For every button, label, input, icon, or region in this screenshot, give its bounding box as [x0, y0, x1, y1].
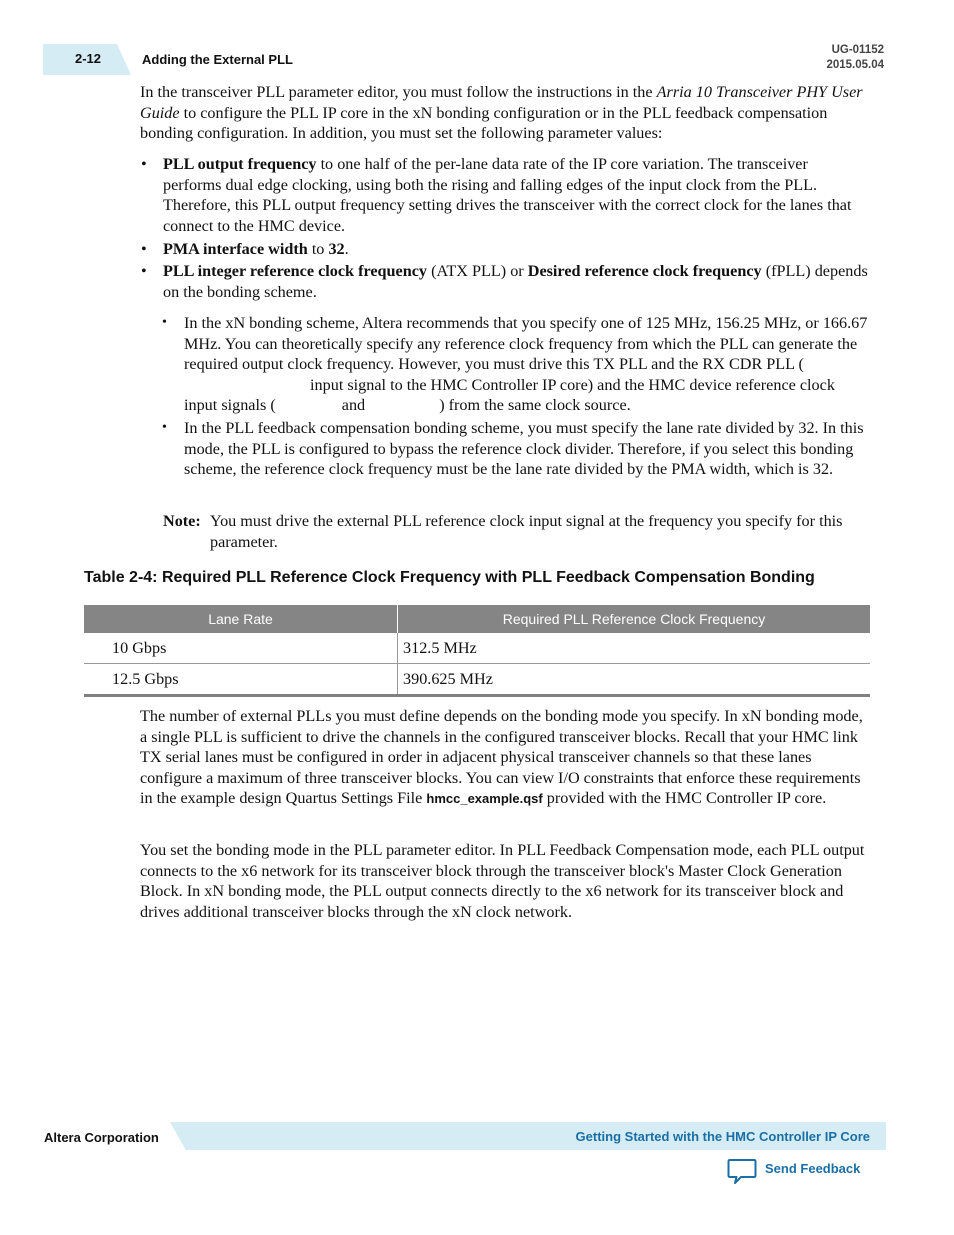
speech-bubble-icon[interactable] [727, 1158, 757, 1186]
paragraph-text-b: provided with the HMC Controller IP core. [542, 789, 827, 808]
table-row [84, 664, 870, 697]
sub-text-b: input signal to the HMC Controller IP core) and the HMC device reference clock input signals ( [184, 375, 835, 415]
bullet-label: PMA interface width [163, 240, 308, 258]
intro-text-b: to configure the PLL IP core in the xN bonding configuration or in the PLL feedback compensation bonding configuration. In addition, you must set the following parameter values: [140, 103, 828, 143]
pll-count-paragraph [140, 706, 870, 810]
note-text: You must drive the external PLL reference clock input signal at the frequency you specify for this parameter. [210, 512, 843, 551]
page-number: 2-12 [75, 51, 102, 66]
intro-paragraph [140, 82, 870, 144]
bullet-label: Desired reference clock frequency [527, 262, 762, 280]
company-name: Altera Corporation [44, 1130, 159, 1145]
cell-ref-clock: 390.625 MHz [403, 669, 493, 688]
table-row [84, 633, 870, 664]
doc-meta [826, 43, 884, 73]
bullet-text: to one half of the per-lane data rate of the IP core variation. The transceiver performs dual edge clocking, using both the rising and falling edges of the input clock from the PLL. Therefore, this PLL output frequency setting drives the transceiver with the correct clock for the lanes that connect to the HMC device. [163, 155, 852, 235]
bullet-text: (fPLL) depends on the bonding scheme. [163, 262, 868, 301]
user-guide-reference: Arria 10 Transceiver PHY User Guide [140, 83, 863, 122]
sub-text-a: In the xN bonding scheme, Altera recommends that you specify one of 125 MHz, 156.25 MHz, or 166.67 MHz. You can theoretically specify any reference clock frequency from which the PLL can generate the required output clock frequency. However, you must drive this TX PLL and the RX CDR PLL ( [184, 314, 868, 374]
paragraph-text-a: The number of external PLLs you must define depends on the bonding mode you specify. In xN bonding mode, a single PLL is sufficient to drive the channels in the configured transceiver blocks. Recall that your HMC link TX serial lanes must be configured in order in adjacent physical transceiver channels so that these lanes configure a maximum of three transceiver blocks. You can view I/O constraints that enforce these requirements in the example design Quartus Settings File [140, 707, 863, 808]
bonding-mode-paragraph: You set the bonding mode in the PLL parameter editor. In PLL Feedback Compensation mode, each PLL output connects to the x6 network for its transceiver block through the transceiver block's Master Clock Generation Block. In xN bonding mode, the PLL output connects directly to the x6 network for its transceiver block and drives additional transceiver blocks through the xN clock network. [140, 841, 865, 921]
cell-ref-clock: 312.5 MHz [403, 638, 477, 657]
bullet-text: . [344, 240, 349, 258]
table-caption: Table 2-4: Required PLL Reference Clock Frequency with PLL Feedback Compensation Bonding [84, 569, 815, 586]
qsf-file-name: hmcc_example.qsf [426, 791, 543, 807]
chapter-link[interactable]: Getting Started with the HMC Controller IP Core [575, 1129, 870, 1144]
bullet-pll-output-frequency [163, 154, 868, 236]
note-label: Note: [163, 512, 201, 530]
column-header-ref-clock: Required PLL Reference Clock Frequency [502, 611, 766, 627]
table-header [84, 605, 870, 633]
doc-date: 2015.05.04 [826, 59, 884, 71]
bullet-label: PLL integer reference clock frequency [163, 262, 428, 280]
bullet-value: 32 [328, 240, 345, 258]
intro-text-a: In the transceiver PLL parameter editor, you must follow the instructions in the [140, 83, 657, 101]
bullet-reference-clock-frequency [163, 261, 868, 302]
send-feedback-link[interactable]: Send Feedback [765, 1161, 861, 1176]
bullet-text: to [307, 240, 329, 258]
sub-bullet-xn-bonding [184, 313, 869, 416]
sub-bullet-feedback-bonding: • In the PLL feedback compensation bonding scheme, you must specify the lane rate divided by 32. In this mode, the PLL is configured to bypass the reference clock divider. Therefore, if you select this bonding scheme, the reference clock frequency must be the lane rate divided by the PMA width, which is 32. [184, 418, 869, 480]
cell-lane-rate: 12.5 Gbps [84, 664, 398, 694]
bullet-text: (ATX PLL) or [427, 262, 528, 280]
column-header-lane-rate: Lane Rate [84, 605, 398, 633]
section-title: Adding the External PLL [142, 52, 293, 67]
note [163, 511, 868, 553]
bullet-pma-interface-width [163, 239, 868, 260]
cell-lane-rate: 10 Gbps [84, 633, 398, 663]
reference-clock-table [84, 605, 870, 697]
sub-text-d: ) from the same clock source. [439, 396, 631, 415]
sub-text-c: and [337, 396, 370, 415]
bullet-label: PLL output frequency [163, 155, 317, 173]
doc-id: UG-01152 [831, 44, 884, 56]
